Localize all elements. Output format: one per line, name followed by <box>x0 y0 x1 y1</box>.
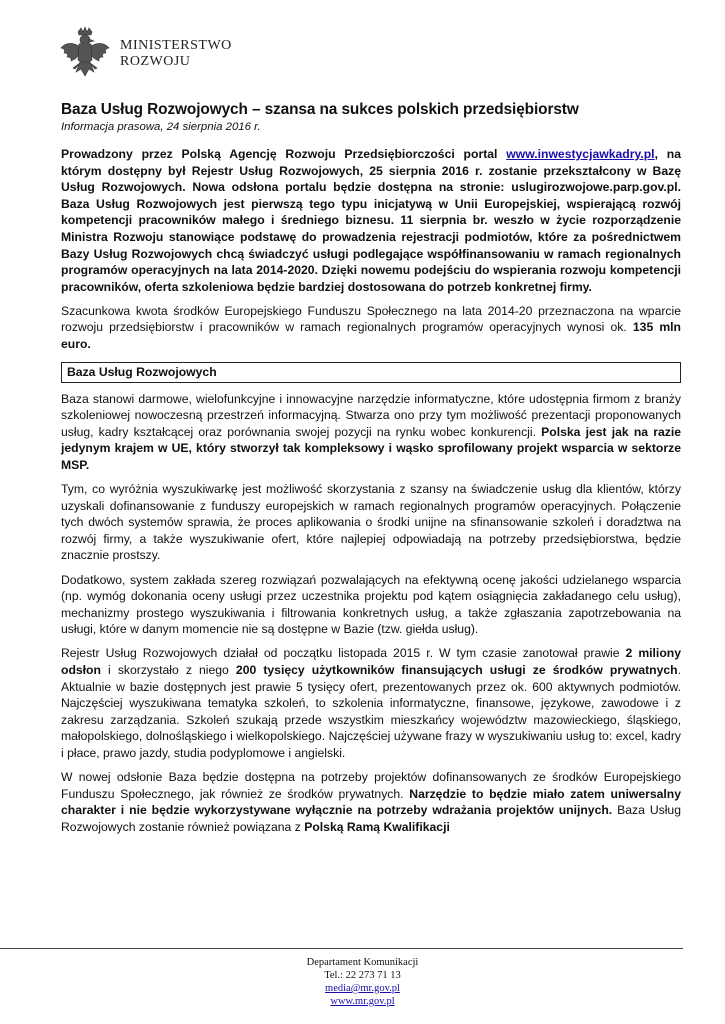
registry-stats-bold-b: 2 miliony odsłon <box>61 646 681 678</box>
new-version-text-c: Baza Usług Rozwojowych zostanie również powiązana z <box>61 803 681 834</box>
article-title: Baza Usług Rozwojowych – szansa na sukces polskich przedsiębiorstw <box>61 101 579 118</box>
inwestycjawkadry-link[interactable]: www.inwestycjawkadry.pl <box>506 147 655 161</box>
footer-divider <box>0 948 683 949</box>
registry-stats-text-e: . Aktualnie w bazie dostępnych jest prawie 5 tysięcy ofert, prezentowanych przez ok. 600 aktywnych podmiotów. Najczęściej wyszukiwana tematyka szkoleń, to szkolenia informatyczne, finansowe, językowe, zawodowe i z zakresu zarządzania. Szkoleń szukają przede wszystkim mieszkańcy województw mazowieckiego, śląskiego, małopolskiego, dolnośląskiego i wielkopolskiego. Najczęściej używane frazy w wyszukiwaniu usług to: excel, kadry i płace, prawo jazdy, studia podyplomowe i angielski. <box>61 663 682 760</box>
footer-department: Departament Komunikacji <box>306 957 419 968</box>
ministry-name-line1: MINISTERSTWO <box>120 38 232 53</box>
press-release <box>61 101 681 835</box>
lead-text-part1: Prowadzony przez Polską Agencję Rozwoju Przedsiębiorczości portal <box>61 147 507 161</box>
baza-description-text: Baza stanowi darmowe, wielofunkcyjne i innowacyjne narzędzie informatyczne, które udostępnia firmom z branży szkoleniowej nowoczesną przestrzeń informacyjną. Stwarza ono przy tym możliwość prezentacji proponowanych usług, kadry kształcącej oraz porównania swojej pozycji na rynku wobec konkurencji. <box>61 391 681 439</box>
funding-paragraph <box>61 303 681 353</box>
quality-paragraph: Dodatkowo, system zakłada szereg rozwiązań pozwalających na efektywną ocenę jakości udzielanego wsparcia (np. wymóg dokonania oceny usługi przez uczestnika projektu pod kątem osiągnięcia zakładanego celu usług), mechanizmy prostego wyszukiwania i filtrowania konkretnych usług, a także zgłaszania zapotrzebowania na usługi, które w danym momencie nie są dostępne w Bazie (tzw. giełda usług). <box>61 572 681 637</box>
lead-text-part2: , na którym dostępny był Rejestr Usług Rozwojowych, 25 sierpnia 2016 r. zostanie przekształcony w Bazę Usług Rozwojowych. Nowa odsłona portalu będzie dostępna na stronie: uslugirozwojowe.parp.gov.pl. Baza Usług Rozwojowych jest pierwszą tego typu inicjatywą w Unii Europejskiej, wspierającą rozwój kompetencji pracowników małego i średniego biznesu. 11 sierpnia br. weszło w życie rozporządzenie Ministra Rozwoju stanowiące podstawę do prowadzenia rejestracji podmiotów, które za pośrednictwem Bazy Usług Rozwojowych chcą świadczyć usługi podlegające współfinansowaniu w ramach regionalnych programów operacyjnych na lata 2014-2020. Dzięki nowemu podejściu do wspierania rozwoju kompetencji pracowników, oferta szkoleniowa będzie bardziej dostosowana do potrzeb konkretnej firmy. <box>61 147 681 294</box>
footer-phone: Tel.: 22 273 71 13 <box>324 970 401 981</box>
baza-description-paragraph <box>61 391 681 474</box>
ministry-name <box>120 38 232 70</box>
footer-website-link[interactable]: www.mr.gov.pl <box>330 996 395 1007</box>
funding-text: Szacunkowa kwota środków Europejskiego Funduszu Społecznego na lata 2014-20 przeznaczona na wparcie rozwoju przedsiębiorstw i pracowników w ramach regionalnych programów operacyjnych wynosi ok. <box>61 303 681 335</box>
footer-contact <box>0 956 725 1008</box>
new-version-bold-b: Narzędzie to będzie miało zatem uniwersalny charakter i nie będzie wykorzystywane wyłącznie na potrzeby wdrażania projektów unijnych. <box>61 786 681 818</box>
registry-stats-text-a: Rejestr Usług Rozwojowych działał od początku listopada 2015 r. W tym czasie zanotował prawie <box>61 646 626 661</box>
polish-eagle-emblem-icon <box>58 26 112 82</box>
lead-paragraph <box>61 146 681 295</box>
ministry-name-line2: ROZWOJU <box>120 54 191 69</box>
funding-amount: 135 mln euro. <box>61 320 682 352</box>
new-version-paragraph <box>61 769 681 835</box>
baza-description-bold: Polska jest jak na razie jedynym krajem w UE, który stworzył tak kompleksowy i wąsko sprofilowany projekt wsparcia w sektorze MSP. <box>61 424 681 472</box>
registry-stats-text-c: i skorzystało z niego <box>100 663 236 678</box>
article-subtitle: Informacja prasowa, 24 sierpnia 2016 r. <box>61 121 261 133</box>
registry-stats-paragraph <box>61 645 681 761</box>
new-version-bold-d: Polską Ramą Kwalifikacji <box>304 819 450 834</box>
section-heading: Baza Usług Rozwojowych <box>67 364 217 379</box>
section-heading-box <box>61 362 681 383</box>
registry-stats-bold-d: 200 tysięcy użytkowników finansujących usługi ze środków prywatnych <box>235 663 678 678</box>
ministry-logo <box>58 26 232 82</box>
search-engine-paragraph: Tym, co wyróżnia wyszukiwarkę jest możliwość skorzystania z szansy na świadczenie usług dla klientów, którzy uzyskali dofinansowanie z funduszy europejskich w ramach regionalnych programów operacyjnych. Połączenie tych dwóch systemów sprawia, że proces aplikowania o środki unijne na sfinansowanie szkoleń i doradztwa na rozwój firmy, a także wyszukiwanie ofert, które najlepiej odpowiadają na potrzeby przedsiębiorstwa, będzie znacznie prostszy. <box>61 482 681 563</box>
footer-email-link[interactable]: media@mr.gov.pl <box>325 983 400 994</box>
new-version-text-a: W nowej odsłonie Baza będzie dostępna na potrzeby projektów dofinansowanych ze środków Europejskiego Funduszu Społecznego, jak również ze środków prywatnych. <box>61 770 681 801</box>
